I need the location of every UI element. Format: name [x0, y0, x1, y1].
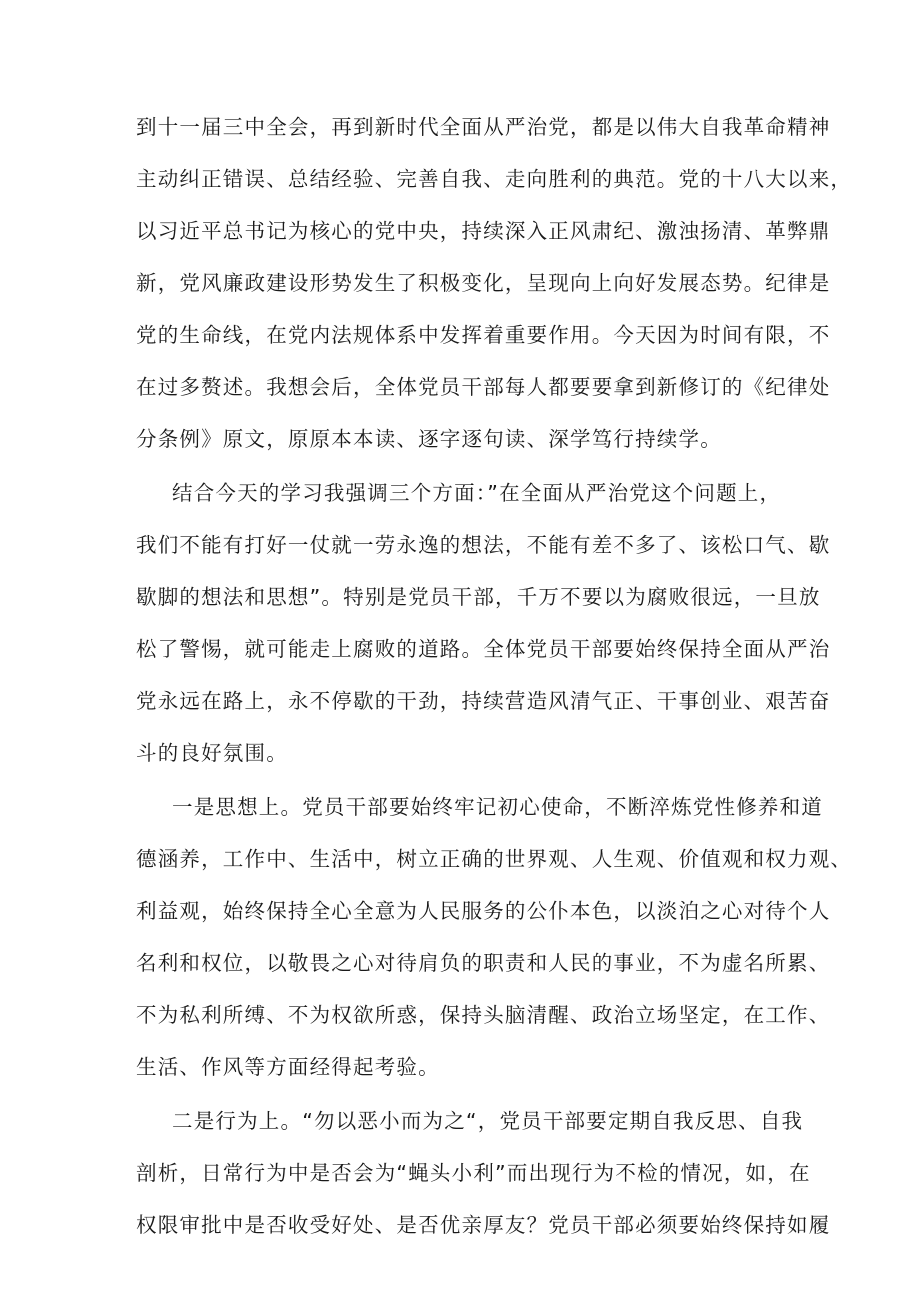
text-line: 以习近平总书记为核心的党中央，持续深入正风肃纪、激浊扬清、革弊鼎 [136, 219, 831, 243]
text-line: 不为私利所缚、不为权欲所惑，保持头脑清醒、政治立场坚定，在工作、 [136, 1003, 831, 1027]
text-line: 结合今天的学习我强调三个方面：”在全面从严治党这个问题上， [172, 481, 782, 505]
text-line: 我们不能有打好一仗就一劳永逸的想法，不能有差不多了、该松口气、歇 [136, 533, 831, 557]
text-line: 党永远在路上，永不停歇的干劲，持续营造风清气正、干事创业、艰苦奋 [136, 689, 831, 713]
text-line: 斗的良好氛围。 [136, 741, 288, 765]
text-line: 主动纠正错误、总结经验、完善自我、走向胜利的典范。党的十八大以来， [136, 167, 853, 191]
text-line: 党的生命线，在党内法规体系中发挥着重要作用。今天因为时间有限，不 [136, 323, 831, 347]
text-line: 二是行为上。“勿以恶小而为之“，党员干部要定期自我反思、自我 [172, 1109, 804, 1133]
text-line: 权限审批中是否收受好处、是否优亲厚友？党员干部必须要始终保持如履 [136, 1213, 831, 1237]
text-line: 德涵养，工作中、生活中，树立正确的世界观、人生观、价值观和权力观、 [136, 847, 853, 871]
text-line: 到十一届三中全会，再到新时代全面从严治党，都是以伟大自我革命精神 [136, 115, 831, 139]
text-line: 新，党风廉政建设形势发生了积极变化，呈现向上向好发展态势。纪律是 [136, 271, 831, 295]
text-line: 分条例》原文，原原本本读、逐字逐句读、深学笃行持续学。 [136, 427, 722, 451]
text-line: 剖析，日常行为中是否会为“蝇头小利”而出现行为不检的情况，如，在 [136, 1161, 811, 1185]
text-line: 生活、作风等方面经得起考验。 [136, 1055, 440, 1079]
text-line: 利益观，始终保持全心全意为人民服务的公仆本色，以淡泊之心对待个人 [136, 899, 831, 923]
text-line: 在过多赘述。我想会后，全体党员干部每人都要要拿到新修订的《纪律处 [136, 375, 831, 399]
text-line: 歇脚的想法和思想”。特别是党员干部，千万不要以为腐败很远，一旦放 [136, 585, 821, 609]
text-line: 一是思想上。党员干部要始终牢记初心使命，不断淬炼党性修养和道 [172, 795, 823, 819]
text-line: 名利和权位，以敬畏之心对待肩负的职责和人民的事业，不为虚名所累、 [136, 951, 831, 975]
text-line: 松了警惕，就可能走上腐败的道路。全体党员干部要始终保持全面从严治 [136, 637, 831, 661]
